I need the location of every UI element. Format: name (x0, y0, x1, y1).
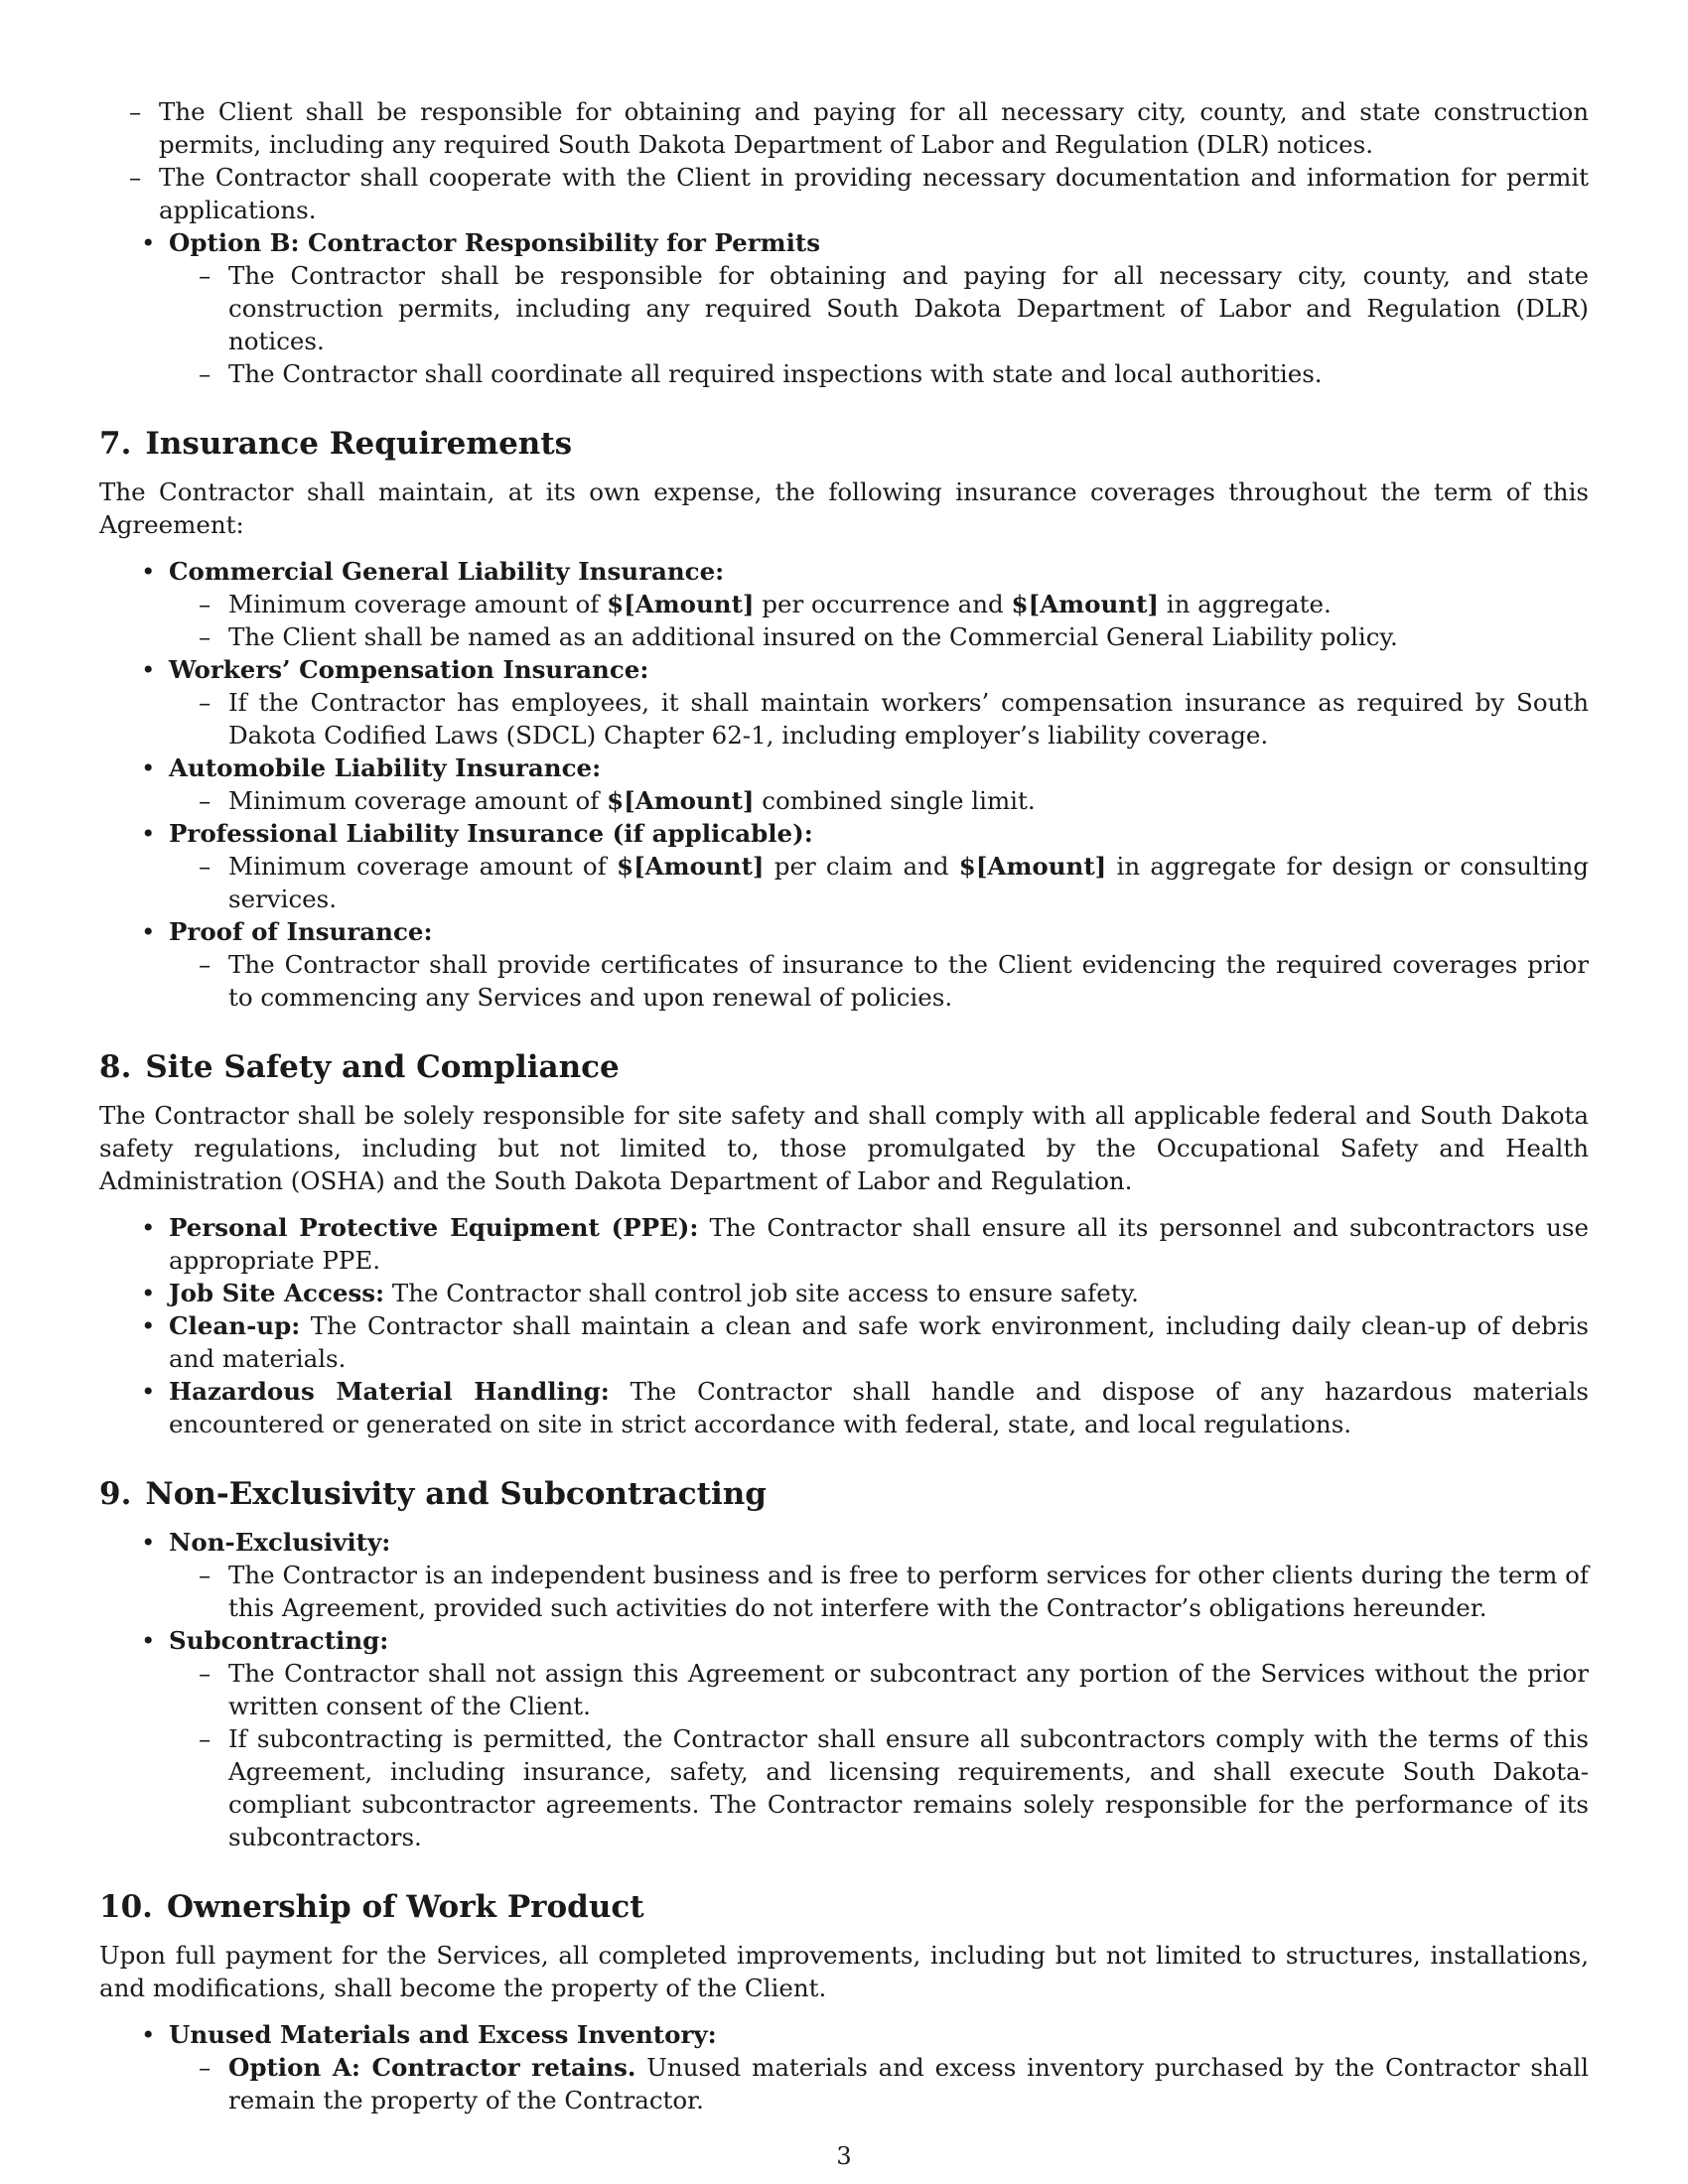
list-item (99, 1211, 1589, 1277)
item-label: Unused Materials and Excess Inventory: (169, 2020, 717, 2049)
list-item: – If the Contractor has employees, it shall maintain workers’ compensation insurance as required by South Dakota Codified Laws (SDCL) Chapter 62-1, including employer’s liability coverage. (169, 686, 1589, 751)
option-b-label: Option B: Contractor Responsibility for Permits (169, 228, 821, 257)
amount-placeholder: $[Amount] (607, 786, 755, 815)
list-item: – The Contractor shall be responsible for obtaining and paying for all necessary city, county, and state construction permits, including any required South Dakota Department of Labor and Regulation (DLR) notices. (169, 259, 1589, 357)
amount-placeholder: $[Amount] (607, 590, 755, 618)
list-item (169, 784, 1589, 817)
section-title: Ownership of Work Product (166, 1889, 644, 1925)
section-heading (99, 424, 1589, 464)
item-label: Non-Exclusivity: (169, 1528, 391, 1557)
safety-list (99, 1211, 1589, 1440)
section-intro: The Contractor shall maintain, at its own expense, the following insurance coverages throughout the term of this Agreement: (99, 478, 1589, 539)
sub-list (169, 686, 1589, 751)
list-item (99, 1624, 1589, 1853)
list-item (99, 751, 1589, 817)
sub-list (169, 948, 1589, 1014)
section-title: Insurance Requirements (145, 426, 573, 462)
section-7 (99, 424, 1589, 1014)
section-number: 9. (99, 1476, 132, 1512)
list-item (169, 588, 1589, 620)
list-item: – The Contractor shall not assign this Agreement or subcontract any portion of the Services without the prior written consent of the Client. (169, 1657, 1589, 1722)
list-item: – If subcontracting is permitted, the Contractor shall ensure all subcontractors comply with the terms of this Agreement, including insurance, safety, and licensing requirements, and shall execute South Dakota-compliant subcontractor agreements. The Contractor remains solely responsible for the performance of its subcontractors. (169, 1722, 1589, 1853)
list-item (169, 2051, 1589, 2116)
amount-placeholder: $[Amount] (1011, 590, 1159, 618)
list-item (169, 850, 1589, 915)
list-item: – The Contractor is an independent business and is free to perform services for other clients during the term of this Agreement, provided such activities do not interfere with the Contractor’s obligations hereunder. (169, 1559, 1589, 1624)
item-label: Subcontracting: (169, 1626, 389, 1655)
amount-placeholder: $[Amount] (958, 852, 1107, 881)
section-intro: The Contractor shall be solely responsible for site safety and shall comply with all applicable federal and South Dakota safety regulations, including but not limited to, those promulgated by the Occupational Safety and Health Administration (OSHA) and the South Dakota Department of Labor and Regulation. (99, 1101, 1589, 1195)
option-label: Option A: Contractor retains. (228, 2053, 636, 2082)
text: in aggregate for design or consulting services. (228, 852, 1589, 913)
list-item (99, 653, 1589, 751)
text: combined single limit. (754, 786, 1036, 815)
section-number: 10. (99, 1889, 153, 1925)
item-text: The Contractor shall handle and dispose of any hazardous materials encountered or generated on site in strict accordance with federal, state, and local regulations. (169, 1377, 1589, 1438)
sub-list (169, 784, 1589, 817)
section-heading (99, 1887, 1589, 1927)
list-item (99, 2018, 1589, 2116)
subcontracting-list (99, 1526, 1589, 1853)
item-label: Commercial General Liability Insurance: (169, 557, 725, 586)
option-b-items (169, 259, 1589, 390)
text: Minimum coverage amount of (228, 852, 618, 881)
list-item (99, 1375, 1589, 1440)
section-10 (99, 1887, 1589, 2116)
list-item: – The Contractor shall provide certificates of insurance to the Client evidencing the required coverages prior to commencing any Services and upon renewal of policies. (169, 948, 1589, 1014)
text: in aggregate. (1158, 590, 1332, 618)
item-label: Workers’ Compensation Insurance: (169, 655, 649, 684)
list-item (99, 817, 1589, 915)
section-9 (99, 1474, 1589, 1853)
sub-list (169, 850, 1589, 915)
option-b-item (99, 226, 1589, 390)
document-page (99, 95, 1589, 2116)
item-text: The Contractor shall control job site access to ensure safety. (384, 1279, 1139, 1307)
sub-list (169, 1657, 1589, 1853)
list-item (99, 1277, 1589, 1309)
sub-list (169, 1559, 1589, 1624)
section-title: Site Safety and Compliance (145, 1049, 620, 1085)
item-label: Proof of Insurance: (169, 917, 433, 946)
text: Minimum coverage amount of (228, 786, 608, 815)
item-label: Hazardous Material Handling: (169, 1377, 610, 1406)
ownership-list (99, 2018, 1589, 2116)
text: per occurrence and (754, 590, 1012, 618)
section-title: Non-Exclusivity and Subcontracting (145, 1476, 767, 1512)
list-item (99, 915, 1589, 1014)
option-a-items (99, 95, 1589, 226)
item-label: Job Site Access: (169, 1279, 385, 1307)
list-item (99, 555, 1589, 653)
list-item: – The Contractor shall cooperate with the Client in providing necessary documentation and information for permit applications. (99, 161, 1589, 226)
section-heading (99, 1474, 1589, 1514)
item-label: Automobile Liability Insurance: (169, 753, 602, 782)
list-item: – The Client shall be named as an additional insured on the Commercial General Liability policy. (169, 620, 1589, 653)
section-number: 8. (99, 1049, 132, 1085)
section-intro: Upon full payment for the Services, all completed improvements, including but not limited to structures, installations, and modifications, shall become the property of the Client. (99, 1941, 1589, 2002)
option-text: Unused materials and excess inventory purchased by the Contractor shall remain the property of the Contractor. (228, 2053, 1589, 2115)
list-item (99, 1309, 1589, 1375)
sub-list (169, 2051, 1589, 2116)
text: per claim and (764, 852, 959, 881)
item-label: Clean-up: (169, 1311, 301, 1340)
insurance-list (99, 555, 1589, 1014)
list-item: – The Contractor shall coordinate all required inspections with state and local authorities. (169, 357, 1589, 390)
list-item (99, 1526, 1589, 1624)
item-text: The Contractor shall ensure all its personnel and subcontractors use appropriate PPE. (169, 1213, 1589, 1275)
section-number: 7. (99, 426, 132, 462)
item-text: The Contractor shall maintain a clean and safe work environment, including daily clean-up of debris and materials. (169, 1311, 1589, 1373)
list-item: – The Client shall be responsible for obtaining and paying for all necessary city, county, and state construction permits, including any required South Dakota Department of Labor and Regulation (DLR) notices. (99, 95, 1589, 161)
amount-placeholder: $[Amount] (617, 852, 765, 881)
option-b-list (99, 226, 1589, 390)
page-number: 3 (836, 2142, 852, 2170)
sub-list (169, 588, 1589, 653)
item-label: Personal Protective Equipment (PPE): (169, 1213, 699, 1242)
section-8 (99, 1047, 1589, 1440)
item-label: Professional Liability Insurance (if applicable): (169, 819, 813, 848)
text: Minimum coverage amount of (228, 590, 608, 618)
section-heading (99, 1047, 1589, 1087)
